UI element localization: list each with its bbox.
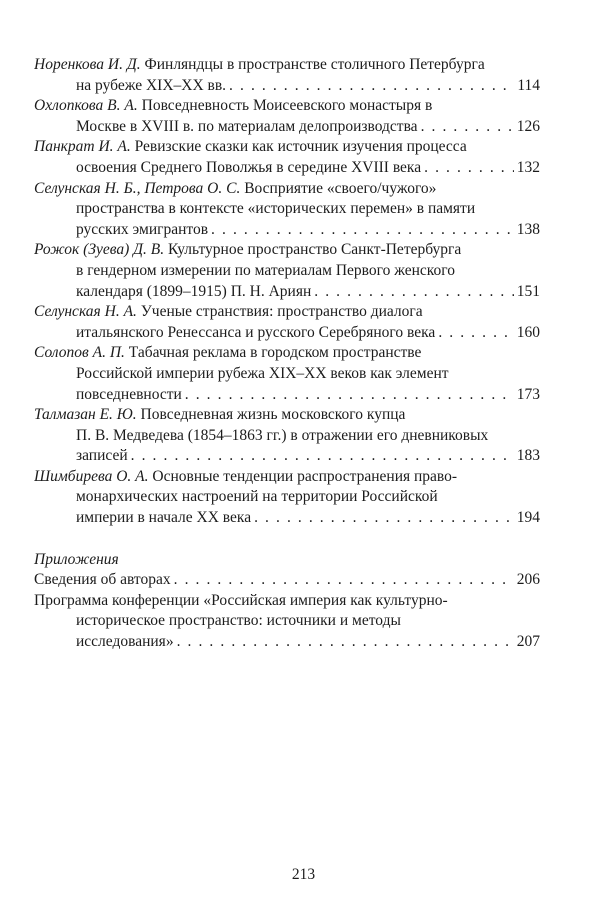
entry-line-text (76, 117, 418, 138)
entry-page-number: 183 (516, 447, 540, 465)
entry-title-text: пространства в контексте «исторических перемен» в памяти (76, 200, 476, 218)
dot-leader (229, 76, 514, 97)
entry-title-text: Москве в XVIII в. по материалам делопроизводства (76, 117, 418, 135)
dot-leader (314, 282, 514, 303)
entry-title-text: Ревизские сказки как источник изучения процесса (134, 138, 467, 156)
entry-line-text (76, 612, 401, 629)
entry-title-text: календаря (1899–1915) П. Н. Ариян (76, 282, 312, 300)
entry-line (34, 570, 540, 591)
entry-line-text (34, 241, 461, 258)
entry-line (34, 364, 540, 385)
page-number: 213 (291, 866, 316, 883)
entry-title-text: повседневности (76, 385, 182, 403)
entry-title-text: Финляндцы в пространстве столичного Петербурга (144, 56, 485, 73)
entry-page-number: 194 (516, 509, 540, 527)
entry-author: Охлопкова В. А. (34, 97, 138, 115)
entry-line-text (76, 488, 438, 505)
toc-entry (34, 96, 540, 137)
entry-author: Шимбирева О. А. (34, 467, 149, 485)
entry-line (34, 158, 540, 179)
toc-entry (34, 240, 540, 302)
entry-title-text: Повседневность Моисеевского монастыря в (141, 97, 433, 115)
entry-line (34, 467, 540, 488)
entry-line (34, 96, 540, 117)
appendix-heading: Приложения (34, 550, 119, 568)
entry-page-number: 126 (516, 117, 540, 135)
entry-title-text: в гендерном измерении по материалам Первого женского (76, 261, 456, 279)
entry-line-text (76, 427, 488, 444)
entry-title-text: итальянского Ренессанса и русского Серебряного века (76, 323, 436, 341)
entry-page-number: 151 (516, 282, 540, 300)
entry-line-text (76, 508, 251, 529)
entry-page-number: 132 (516, 158, 540, 176)
toc-entry (34, 179, 540, 241)
entry-author: Панкрат И. А. (34, 138, 131, 156)
entry-line (34, 323, 540, 344)
entry-line (34, 117, 540, 138)
dot-leader (254, 508, 514, 529)
entry-author: Норенкова И. Д. (34, 56, 141, 73)
entry-title-text: Основные тенденции распространения право- (152, 467, 458, 485)
entry-line (34, 76, 540, 97)
dot-leader (421, 117, 514, 138)
dot-leader (185, 385, 514, 406)
dot-leader (131, 446, 514, 467)
entry-title-text: Культурное пространство Санкт-Петербурга (168, 241, 462, 259)
dot-leader (438, 323, 513, 344)
entry-author: Селунская Н. А. (34, 303, 137, 321)
toc-entry (34, 343, 540, 405)
table-of-contents (34, 55, 540, 653)
toc-entry (34, 55, 540, 96)
entry-line-text (76, 76, 226, 97)
entry-title-text: историческое пространство: источники и методы (76, 612, 401, 630)
entry-author: Рожок (Зуева) Д. В. (34, 241, 165, 259)
appendix-item (34, 570, 540, 591)
entry-line-text (34, 468, 457, 485)
entry-line (34, 343, 540, 364)
entry-line (34, 487, 540, 508)
entry-line (34, 240, 540, 261)
entry-title-text: русских эмигрантов (76, 220, 209, 238)
entry-title-text: на рубеже XIX–XX вв. (76, 76, 227, 94)
entry-title-text: монархических настроений на территории Российской (76, 488, 438, 506)
entry-line-text (76, 262, 455, 279)
dot-leader (174, 570, 514, 591)
entry-title-text: империи в начале XX века (76, 509, 252, 527)
entry-line-text (34, 180, 436, 197)
toc-entry (34, 302, 540, 343)
entry-line (34, 137, 540, 158)
dot-leader (211, 220, 514, 241)
entry-line-text (34, 56, 485, 73)
entry-title-text: П. В. Медведева (1854–1863 гг.) в отражении его дневниковых (76, 426, 489, 444)
entry-title-text: освоения Среднего Поволжья в середине XVIII века (76, 158, 422, 176)
entry-author: Талмазан Е. Ю. (34, 406, 137, 424)
entry-page-number: 114 (517, 76, 540, 94)
entry-line (34, 426, 540, 447)
entry-line (34, 591, 540, 612)
entry-title-text: Сведения об авторах (34, 571, 171, 589)
entry-title-text: Повседневная жизнь московского купца (140, 406, 406, 424)
entry-line-text (76, 282, 311, 303)
entry-line-text (34, 303, 423, 320)
toc-entry (34, 137, 540, 178)
dot-leader (177, 632, 514, 653)
entry-line-text (34, 97, 432, 114)
entry-line-text (34, 592, 448, 609)
entry-page-number: 138 (516, 220, 540, 238)
entry-author: Селунская Н. Б., Петрова О. С. (34, 179, 241, 197)
entry-line (34, 179, 540, 200)
entry-line (34, 385, 540, 406)
entry-title-text: Российской империи рубежа XIX–XX веков как элемент (76, 364, 449, 382)
entry-line-text (76, 200, 475, 217)
entry-author: Солопов А. П. (34, 344, 125, 362)
entry-line (34, 220, 540, 241)
entry-line-text (76, 446, 128, 467)
entry-line-text (34, 138, 467, 155)
entry-line (34, 199, 540, 220)
entry-title-text: записей (76, 447, 128, 465)
entry-line (34, 302, 540, 323)
entry-line (34, 611, 540, 632)
entry-page-number: 206 (516, 571, 540, 589)
entry-page-number: 207 (516, 633, 540, 651)
entry-line-text (76, 385, 182, 406)
entry-page-number: 160 (516, 323, 540, 341)
entry-line (34, 446, 540, 467)
entry-line-text (76, 632, 174, 653)
entry-line (34, 282, 540, 303)
entry-line (34, 55, 540, 76)
entry-title-text: Табачная реклама в городском пространстве (128, 344, 422, 362)
entry-line (34, 508, 540, 529)
entry-line (34, 261, 540, 282)
entry-title-text: Восприятие «своего/чужого» (244, 179, 437, 197)
entry-line-text (76, 323, 435, 344)
entry-line-text (76, 158, 421, 179)
entry-title-text: Программа конференции «Российская империя как культурно- (34, 591, 448, 609)
toc-entry (34, 467, 540, 529)
entry-line-text (34, 570, 171, 591)
entry-line (34, 405, 540, 426)
entry-page-number: 173 (516, 385, 540, 403)
entry-title-text: исследования» (76, 633, 174, 651)
entry-line-text (76, 220, 208, 241)
entry-title-text: Ученые странствия: пространство диалога (140, 303, 423, 321)
entry-line-text (34, 344, 421, 361)
appendix-item (34, 591, 540, 653)
entry-line-text (76, 365, 449, 382)
entry-line (34, 632, 540, 653)
entry-line-text (34, 406, 405, 423)
toc-entry (34, 405, 540, 467)
dot-leader (424, 158, 514, 179)
